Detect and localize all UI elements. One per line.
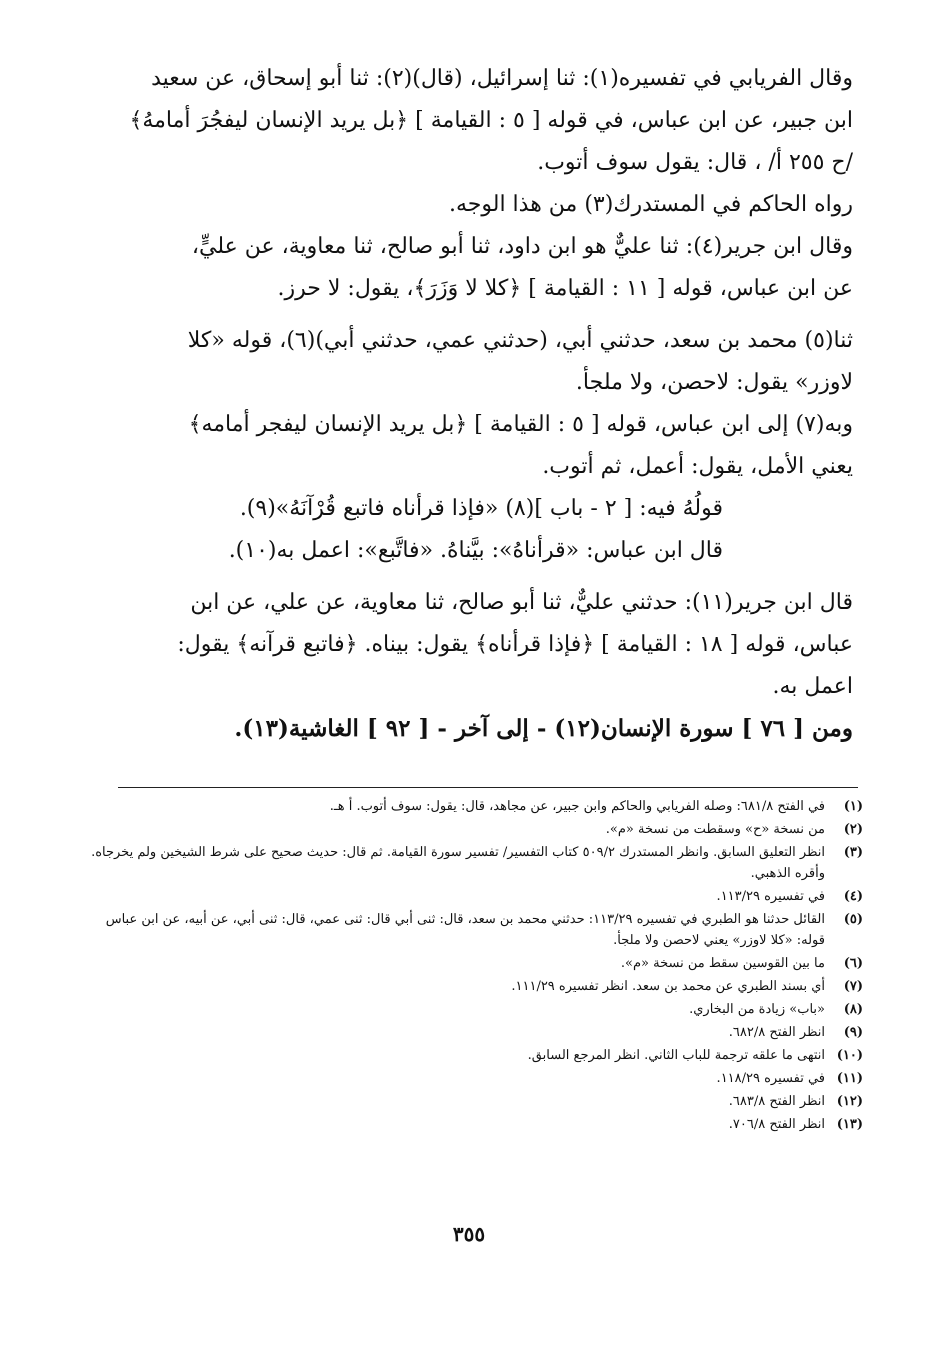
body-line: قال ابن جرير(١١): حدثني عليٌّ، ثنا أبو صالح، ثنا معاوية، عن علي، عن ابن (190, 590, 853, 615)
footnote (83, 976, 863, 997)
footnote-number: (١١) (836, 1071, 863, 1086)
footnote-text: في الفتح ٦٨١/٨: وصله الفريابي والحاكم وابن جبير، عن مجاهد، قال: يقول: سوف أتوب. أ هـ. (329, 799, 825, 814)
paragraph-gap (93, 310, 853, 320)
footnote (83, 953, 863, 974)
footnote-number: (٨) (843, 1002, 863, 1017)
footnote-number: (١٠) (836, 1048, 863, 1063)
footnote (83, 1114, 863, 1135)
body-line: وبه(٧) إلى ابن عباس، قوله [ ٥ : القيامة ] ﴿بل يريد الإنسان ليفجر أمامه﴾ (188, 412, 853, 437)
footnote-number: (٣) (843, 845, 863, 860)
footnote-number: (١) (843, 799, 863, 814)
footnote-number: (٦) (843, 956, 863, 971)
footnote-text: في تفسيره ١١٣/٢٩. (716, 889, 825, 904)
footnotes (83, 796, 863, 1137)
footnote-text: من نسخة «ح» وسقطت من نسخة «م». (605, 822, 825, 837)
footnote (83, 796, 863, 817)
body-line: قال ابن عباس: «قرأناهُ»: بيَّناهُ. «فاتَّبع»: اعمل به(١٠). (228, 538, 723, 563)
body-line: وقال ابن جرير(٤): ثنا عليٌّ هو ابن داود، ثنا أبو صالح، ثنا معاوية، عن عليٍّ، (191, 234, 853, 259)
footnote (83, 909, 863, 951)
footnote-text: ما بين القوسين سقط من نسخة «م». (620, 956, 825, 971)
footnote-text: أي بسند الطبري عن محمد بن سعد. انظر تفسيره ١١١/٢٩. (511, 979, 825, 994)
footnote-text: «باب» زيادة من البخاري. (689, 1002, 825, 1017)
footnote (83, 999, 863, 1020)
body-line: عن ابن عباس، قوله [ ١١ : القيامة ] ﴿كلا لا وَزَرَ﴾، يقول: لا حرز. (277, 276, 853, 301)
footnote-number: (٧) (843, 979, 863, 994)
page-number: ٣٥٥ (452, 1222, 486, 1246)
body-line: قولُهُ فيه: [ ٢ - باب ](٨) «فإذا قرأناه فاتبع قُرْآنَهُ»(٩). (239, 496, 723, 521)
footnote-text: القائل حدثنا هو الطبري في تفسيره ١١٣/٢٩: حدثني محمد بن سعد، قال: ثنى أبي قال: ثنى عمي، قال: ثنى أبي، عن أبيه، عن ابن عباس قوله: «كلا لاوزر» يعني لاحصن ولا ملجأ. (105, 912, 825, 948)
footnote (83, 842, 863, 884)
footnote (83, 1022, 863, 1043)
footnote (83, 819, 863, 840)
footnote-text: انظر الفتح ٧٠٦/٨. (728, 1117, 825, 1132)
footnote-number: (٥) (843, 912, 863, 927)
footnote-separator (118, 787, 858, 788)
section-heading: ومن [ ٧٦ ] سورة الإنسان(١٢) - إلى آخر - [ ٩٢ ] الغاشية(١٣). (234, 715, 853, 742)
footnote (83, 1068, 863, 1089)
body-line: يعني الأمل، يقول: أعمل، ثم أتوب. (542, 454, 853, 479)
main-text (93, 58, 853, 750)
body-line: /ح ٢٥٥ أ/ ، قال: يقول سوف أتوب. (537, 150, 853, 175)
body-line: رواه الحاكم في المستدرك(٣) من هذا الوجه. (448, 192, 853, 217)
footnote-number: (١٢) (836, 1094, 863, 1109)
body-line: وقال الفريابي في تفسيره(١): ثنا إسرائيل، (قال)(٢): ثنا أبو إسحاق، عن سعيد (151, 66, 853, 91)
body-line: ابن جبير، عن ابن عباس، في قوله [ ٥ : القيامة ] ﴿بل يريد الإنسان ليفجُرَ أمامهُ﴾ (129, 108, 853, 133)
paragraph-gap (93, 572, 853, 582)
footnote-number: (٩) (843, 1025, 863, 1040)
footnote-number: (١٣) (836, 1117, 863, 1132)
body-line: عباس، قوله [ ١٨ : القيامة ] ﴿فإذا قرأناه﴾ يقول: بيناه. ﴿فاتبع قرآنه﴾ يقول: (177, 632, 853, 657)
body-line: اعمل به. (772, 674, 853, 699)
footnote-number: (٢) (843, 822, 863, 837)
footnote (83, 886, 863, 907)
footnote-text: انظر التعليق السابق. وانظر المستدرك ٥٠٩/٢ كتاب التفسير/ تفسير سورة القيامة. ثم قال: حديث صحيح على شرط الشيخين ولم يخرجاه. وأقره الذهبي. (91, 845, 825, 881)
footnote-text: انظر الفتح ٦٨٢/٨. (728, 1025, 825, 1040)
footnote-number: (٤) (843, 889, 863, 904)
body-line: ثنا(٥) محمد بن سعد، حدثني أبي، (حدثني عمي، حدثني أبي)(٦)، قوله «كلا (187, 328, 853, 353)
footnote-text: انتهى ما علقه ترجمة للباب الثاني. انظر المرجع السابق. (527, 1048, 825, 1063)
footnote-text: في تفسيره ١١٨/٢٩. (716, 1071, 825, 1086)
footnote (83, 1045, 863, 1066)
footnote (83, 1091, 863, 1112)
footnote-text: انظر الفتح ٦٨٣/٨. (728, 1094, 825, 1109)
body-line: لاوزر» يقول: لاحصن، ولا ملجأ. (575, 370, 853, 395)
